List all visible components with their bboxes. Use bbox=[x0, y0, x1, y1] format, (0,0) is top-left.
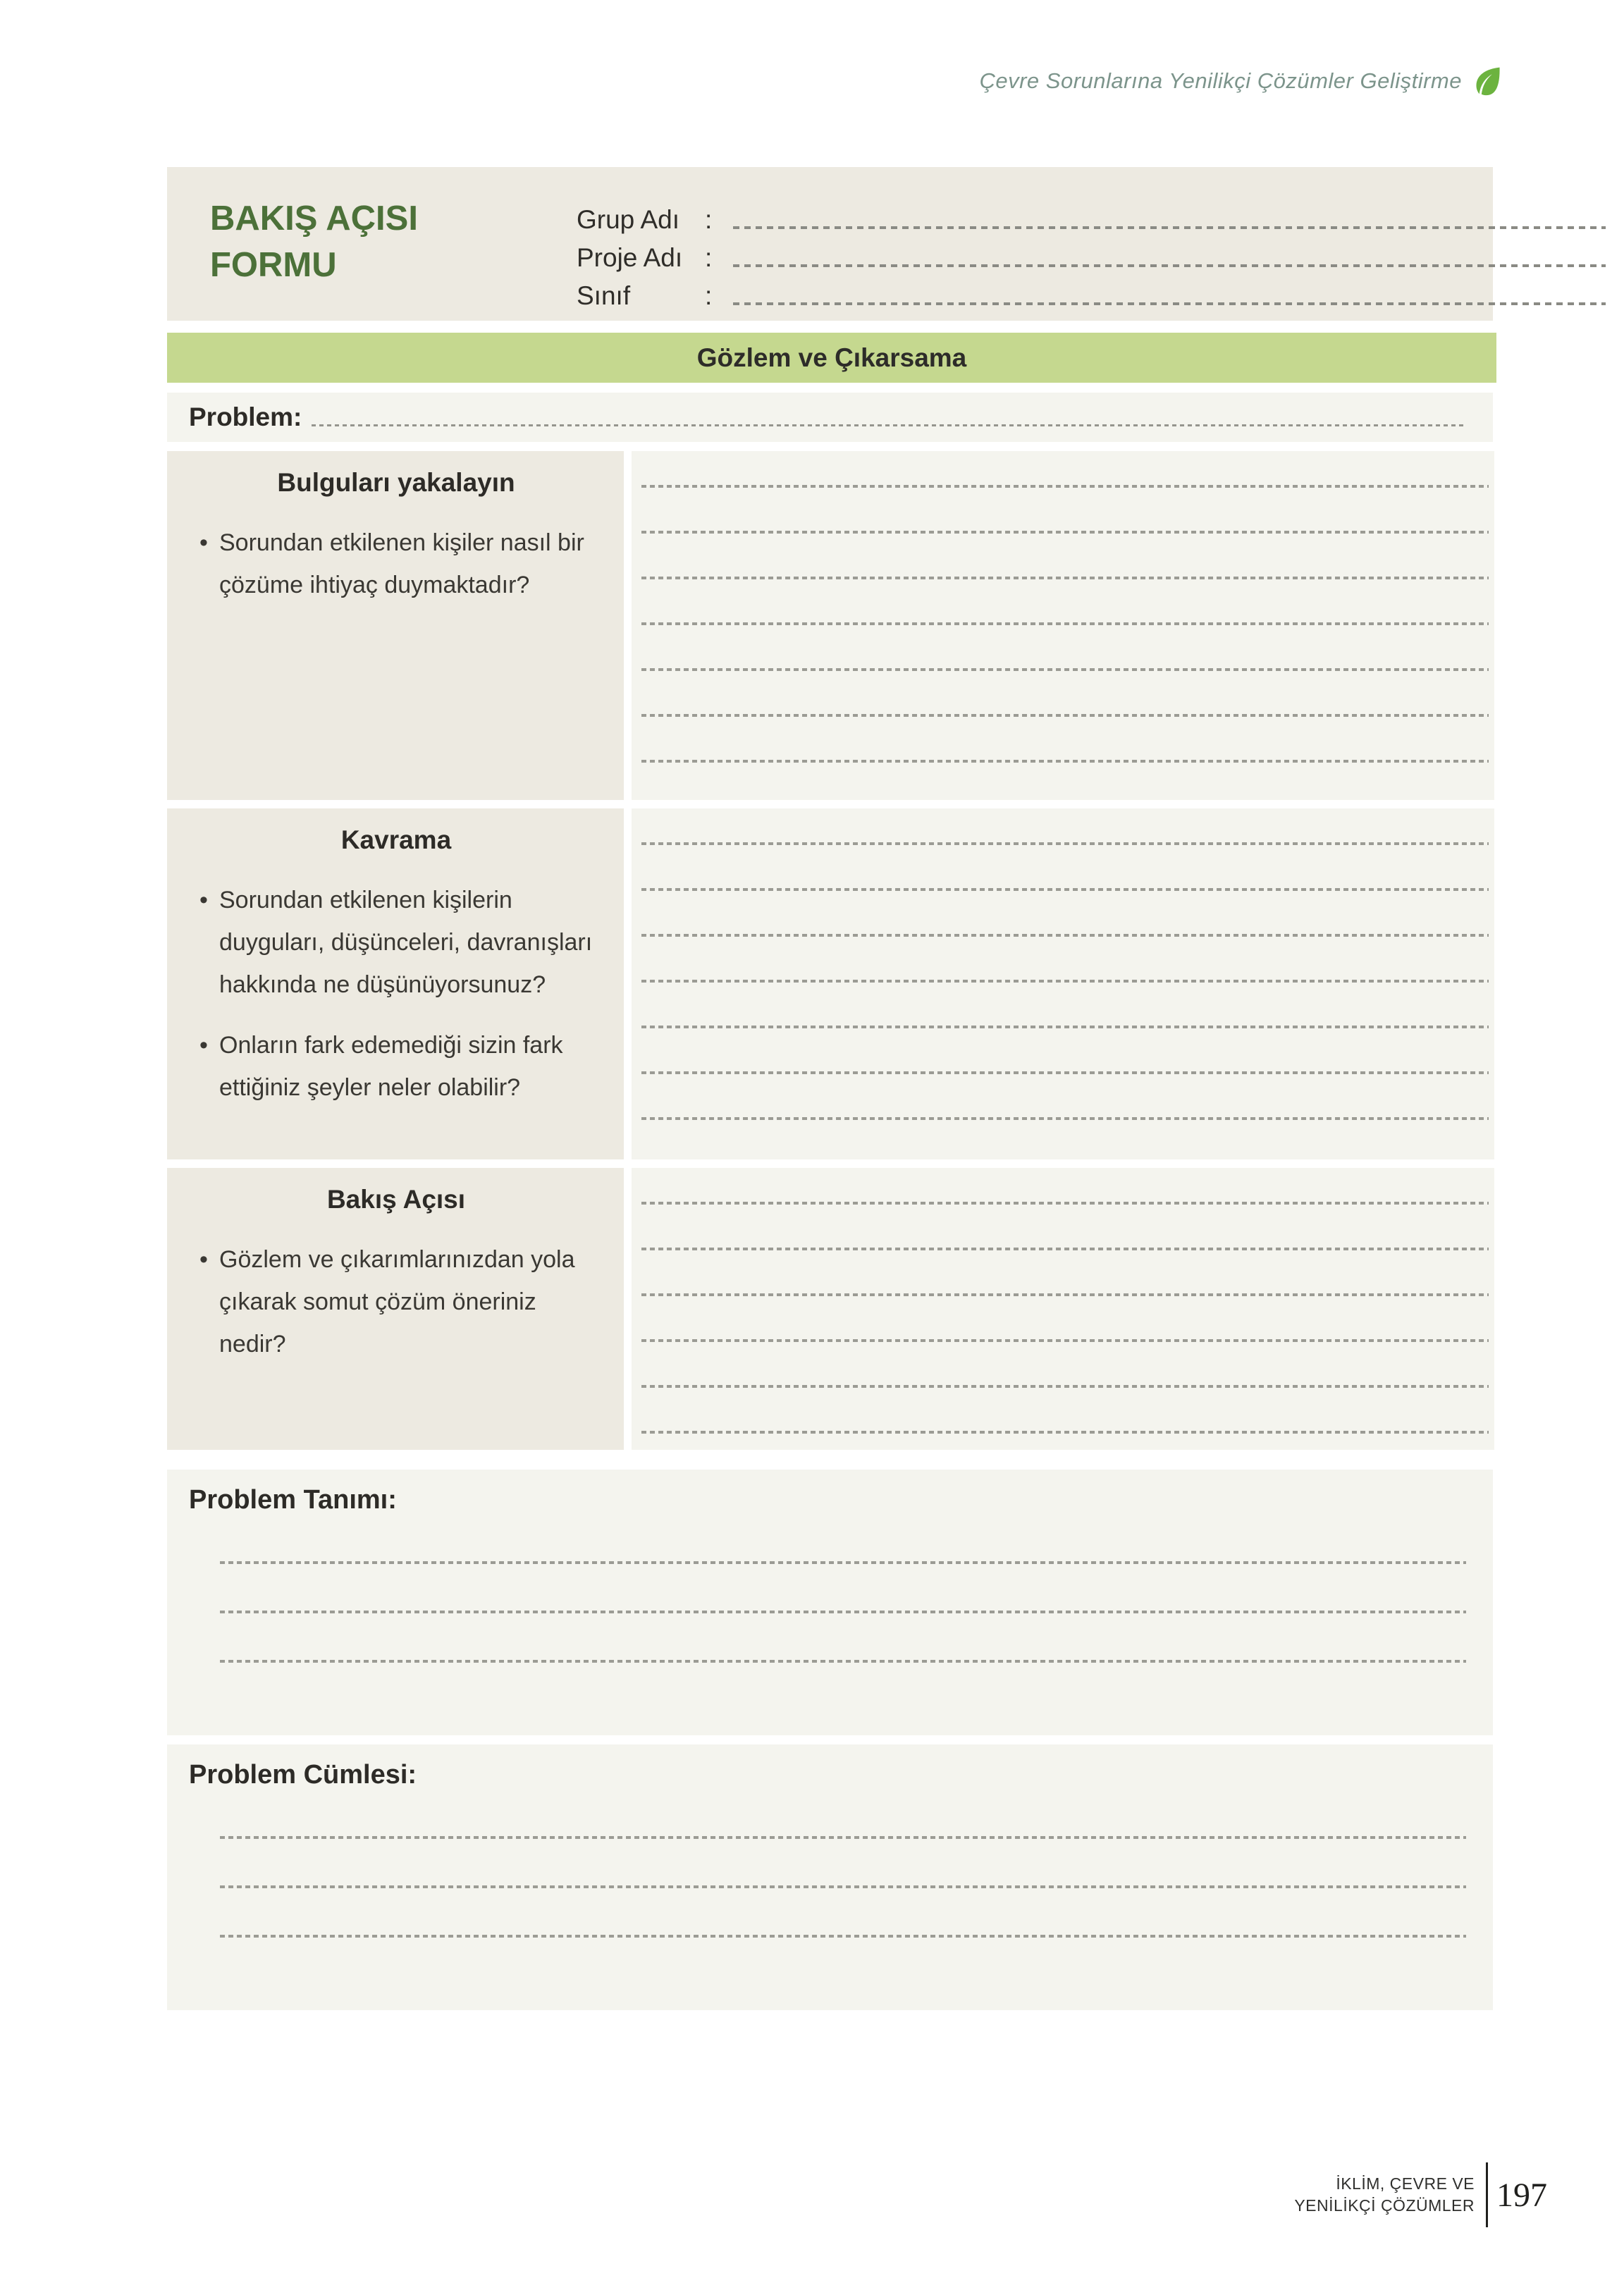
footer-unit-line1: İKLİM, ÇEVRE VE bbox=[1336, 2174, 1475, 2193]
section-heading: Kavrama bbox=[340, 825, 452, 854]
write-line bbox=[641, 1248, 1489, 1250]
bullet-dot: • bbox=[199, 887, 208, 913]
write-line bbox=[641, 577, 1489, 579]
write-line bbox=[641, 934, 1489, 937]
write-line bbox=[220, 1660, 1466, 1663]
write-line bbox=[641, 1071, 1489, 1074]
write-line bbox=[641, 1202, 1489, 1205]
write-line bbox=[641, 622, 1489, 625]
form-fields bbox=[577, 198, 1606, 312]
form-title bbox=[210, 195, 418, 288]
write-area bbox=[220, 1836, 1466, 1984]
section-comprehension-prompt bbox=[167, 808, 624, 1159]
footer-unit-title bbox=[1294, 2173, 1475, 2217]
write-line bbox=[641, 888, 1489, 891]
write-line bbox=[641, 714, 1489, 717]
write-line bbox=[641, 1293, 1489, 1296]
bullet-text: Gözlem ve çıkarımlarınızdan yola çıkarak somut çözüm öneriniz nedir? bbox=[219, 1246, 575, 1358]
write-line bbox=[641, 531, 1489, 534]
bullet-text: Sorundan etkilenen kişiler nasıl bir çözüme ihtiyaç duymaktadır? bbox=[219, 529, 584, 598]
page-footer bbox=[1294, 2162, 1547, 2227]
bullet-dot: • bbox=[199, 529, 208, 556]
write-line bbox=[641, 980, 1489, 983]
project-name-label: Proje Adı bbox=[577, 243, 683, 272]
write-line bbox=[220, 1885, 1466, 1888]
chapter-heading: Çevre Sorunlarına Yenilikçi Çözümler Geliştirme bbox=[979, 68, 1462, 93]
write-line bbox=[641, 668, 1489, 671]
form-title-line2: FORMU bbox=[210, 246, 337, 284]
section-findings-prompt bbox=[167, 451, 624, 800]
write-line bbox=[220, 1561, 1466, 1564]
class-blank-line bbox=[733, 302, 1606, 305]
bullet-text: Sorundan etkilenen kişilerin duyguları, düşünceleri, davranışları hakkında ne düşünüyorsunuz? bbox=[219, 887, 593, 998]
form-header bbox=[167, 167, 1493, 321]
bullet-item bbox=[188, 1238, 604, 1365]
class-label: Sınıf bbox=[577, 281, 631, 310]
problem-blank-line bbox=[312, 424, 1465, 426]
bullet-list bbox=[188, 1238, 604, 1365]
write-line bbox=[220, 1611, 1466, 1613]
problem-label: Problem: bbox=[189, 402, 302, 431]
field-row-group-name bbox=[577, 198, 1606, 236]
write-line bbox=[641, 1026, 1489, 1028]
write-area bbox=[220, 1561, 1466, 1709]
section-heading: Bakış Açısı bbox=[326, 1185, 466, 1214]
problem-sentence-panel bbox=[167, 1744, 1493, 2010]
group-name-blank-line bbox=[733, 226, 1606, 229]
write-line bbox=[220, 1836, 1466, 1839]
bullet-text: Onların fark edemediği sizin fark ettiğiniz şeyler neler olabilir? bbox=[219, 1032, 563, 1101]
section-band bbox=[167, 333, 1496, 383]
section-findings-write-area bbox=[632, 451, 1494, 800]
bullet-item bbox=[188, 1024, 604, 1109]
field-colon: : bbox=[705, 281, 713, 310]
field-row-class bbox=[577, 274, 1606, 312]
bullet-item bbox=[188, 879, 604, 1006]
section-perspective-prompt bbox=[167, 1168, 624, 1450]
problem-strip bbox=[167, 393, 1493, 442]
footer-divider bbox=[1486, 2162, 1488, 2227]
project-name-blank-line bbox=[733, 264, 1606, 267]
bullet-dot: • bbox=[199, 1032, 208, 1059]
field-colon: : bbox=[705, 243, 713, 272]
write-line bbox=[641, 842, 1489, 845]
bullet-list bbox=[188, 879, 604, 1109]
bullet-dot: • bbox=[199, 1246, 208, 1273]
leaf-icon bbox=[1472, 65, 1504, 97]
band-title: Gözlem ve Çıkarsama bbox=[696, 343, 967, 372]
write-line bbox=[641, 1385, 1489, 1388]
panel-heading: Problem Tanımı: bbox=[189, 1485, 397, 1515]
write-line bbox=[641, 1117, 1489, 1120]
running-head bbox=[979, 65, 1504, 97]
bullet-item bbox=[188, 522, 604, 606]
form-title-line1: BAKIŞ AÇISI bbox=[210, 199, 418, 238]
bullet-list bbox=[188, 522, 604, 606]
write-line bbox=[641, 1339, 1489, 1342]
problem-definition-panel bbox=[167, 1470, 1493, 1735]
panel-heading: Problem Cümlesi: bbox=[189, 1760, 417, 1790]
field-colon: : bbox=[705, 205, 713, 234]
section-heading: Bulguları yakalayın bbox=[277, 468, 515, 497]
section-perspective-write-area bbox=[632, 1168, 1494, 1450]
write-line bbox=[641, 1431, 1489, 1434]
group-name-label: Grup Adı bbox=[577, 205, 680, 234]
footer-unit-line2: YENİLİKÇİ ÇÖZÜMLER bbox=[1294, 2196, 1475, 2215]
write-line bbox=[641, 485, 1489, 488]
write-line bbox=[641, 760, 1489, 763]
field-row-project-name bbox=[577, 236, 1606, 274]
write-line bbox=[220, 1935, 1466, 1938]
page-number: 197 bbox=[1496, 2176, 1547, 2214]
section-comprehension-write-area bbox=[632, 808, 1494, 1159]
